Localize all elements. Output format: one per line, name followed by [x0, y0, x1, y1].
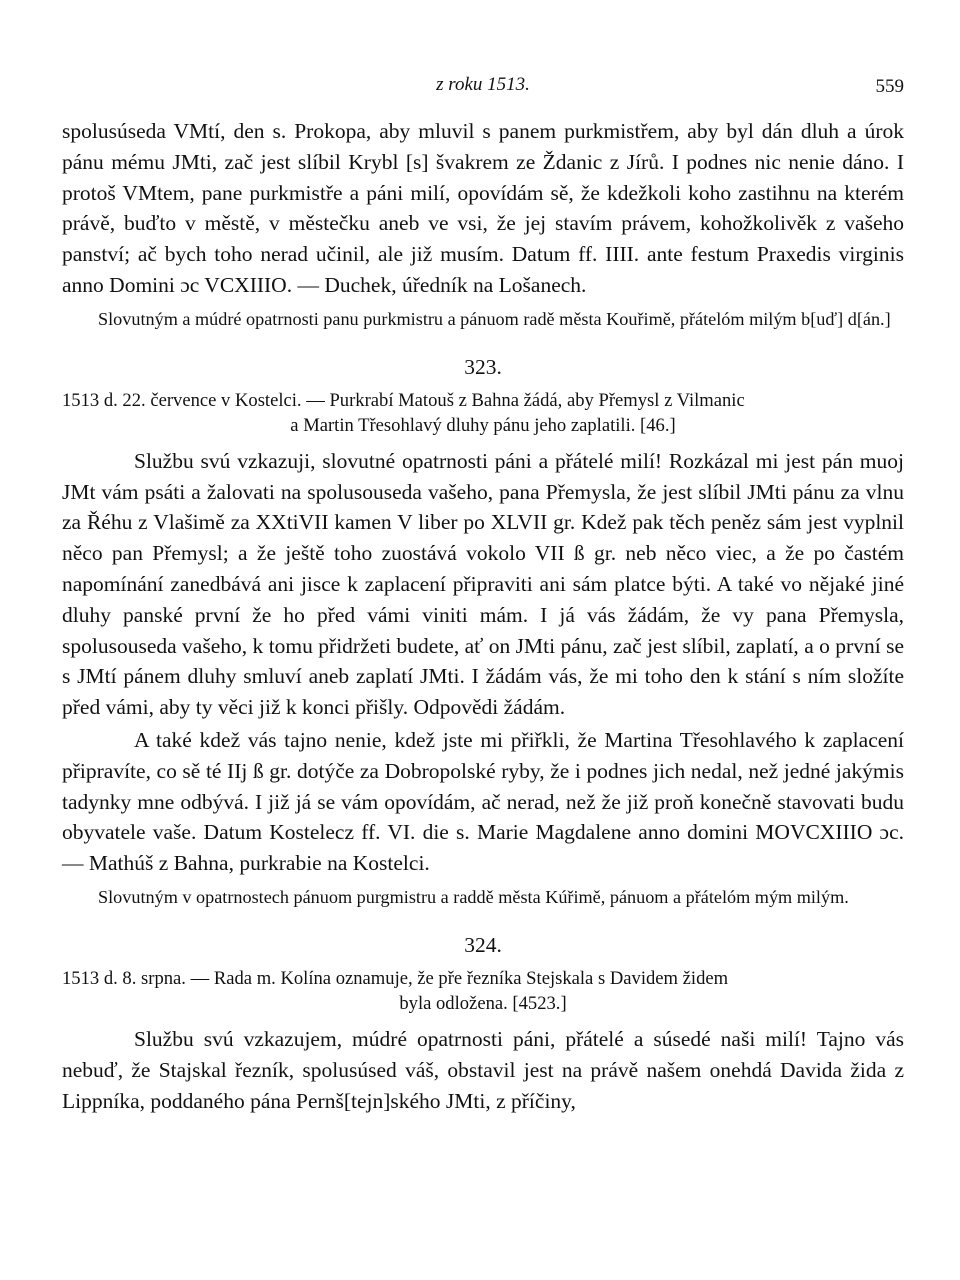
- regest-323-line2: a Martin Třesohlavý dluhy pánu jeho zaplatili. [46.]: [290, 414, 676, 436]
- page-number: 559: [875, 76, 904, 97]
- page: [62, 68, 904, 1116]
- running-head: [62, 68, 904, 98]
- letter-323-address: Slovutným v opatrnostech pánuom purgmistru a raddě města Kúřimě, pánuom a přátelóm mým milým.: [98, 886, 849, 907]
- document-number-323: 323.: [464, 354, 502, 379]
- running-title: z roku 1513.: [436, 74, 530, 95]
- regest-323-line1: 1513 d. 22. července v Kostelci. — Purkrabí Matouš z Bahna žádá, aby Přemysl z Vilmanic: [62, 389, 745, 411]
- continuation-address: Slovutným a múdré opatrnosti panu purkmistru a pánuom radě města Kouřimě, přátelóm milým b[uď] d[án.]: [98, 308, 891, 329]
- letter-324-paragraph-1: Službu svú vzkazujem, múdré opatrnosti páni, přátelé a súsedé naši milí! Tajno vás nebuď, že Stajskal řezník, spolusúsed váš, obstavil jest na právě našem onehdá Davida žida z Lippníka, poddaného pána Pernš[tejn]ského JMti, z příčiny,: [62, 1026, 904, 1113]
- regest-324-line2: byla odložena. [4523.]: [399, 992, 567, 1014]
- document-number-324: 324.: [464, 932, 502, 957]
- letter-323-paragraph-2: A také kdež vás tajno nenie, kdež jste mi přiřkli, že Martina Třesohlavého k zaplacení připravíte, co sě té IIj ß gr. dotýče za Dobropolské ryby, že i podnes jich nedal, než jedné jakýmis tadynky mne odbývá. I již já se vám opovídám, ač nerad, než že již proň konečně stavovati budu obyvatele vaše. Datum Kostelecz ff. VI. die s. Marie Magdalene anno domini MOVCXIIIO ɔc. — Mathúš z Bahna, purkrabie na Kostelci.: [62, 727, 904, 876]
- continuation-paragraph: spolusúseda VMtí, den s. Prokopa, aby mluvil s panem purkmistřem, aby byl dán dluh a úrok pánu mému JMti, zač jest slíbil Krybl [s] švakrem ze Ždanic z Jírů. I podnes nic nenie dáno. I protoš VMtem, pane purkmistře a páni milí, opovídám sě, že kdežkoli koho zastihnu na kterém právě, buďto v městě, v městečku aneb ve vsi, že jej stavím právem, kohožkolivěk z vašeho panství; ač bych toho nerad učinil, ale již musím. Datum ff. IIII. ante festum Praxedis virginis anno Domini ɔc VCXIIIO. — Duchek, úředník na Lošanech.: [62, 119, 904, 297]
- letter-323-paragraph-1: Službu svú vzkazuji, slovutné opatrnosti páni a přátelé milí! Rozkázal mi jest pán muoj JMt vám psáti a žalovati na spolusouseda vašeho, pana Přemysla, že jest slíbil JMti pánu za vlnu za Řéhu z Vlašimě za XXtiVII kamen V liber po XLVII gr. Kdež pak těch peněz sám jest vyplnil něco pan Přemysl; a že ještě toho zuostává vokolo VII ß gr. neb něco viec, a že po častém napomínání zanedbává ani jisce k zaplacení připraviti ani sám platce býti. A také vo nějaké jiné dluhy panské první že ho před vámi viniti mám. I já vás žádám, že vy pana Přemysla, spolusouseda vašeho, k tomu přidržeti budete, ať on JMti pánu, zač jest slíbil, zaplatí, a o první se s JMtí pánem dluhy smluví aneb zaplatí JMti. I žádám vás, že mi toho den k stání s ním složíte před vámi, aby ty věci již k konci přišly. Odpovědi žádám.: [62, 448, 904, 720]
- regest-324-line1: 1513 d. 8. srpna. — Rada m. Kolína oznamuje, že pře řezníka Stejskala s Davidem židem: [62, 967, 729, 989]
